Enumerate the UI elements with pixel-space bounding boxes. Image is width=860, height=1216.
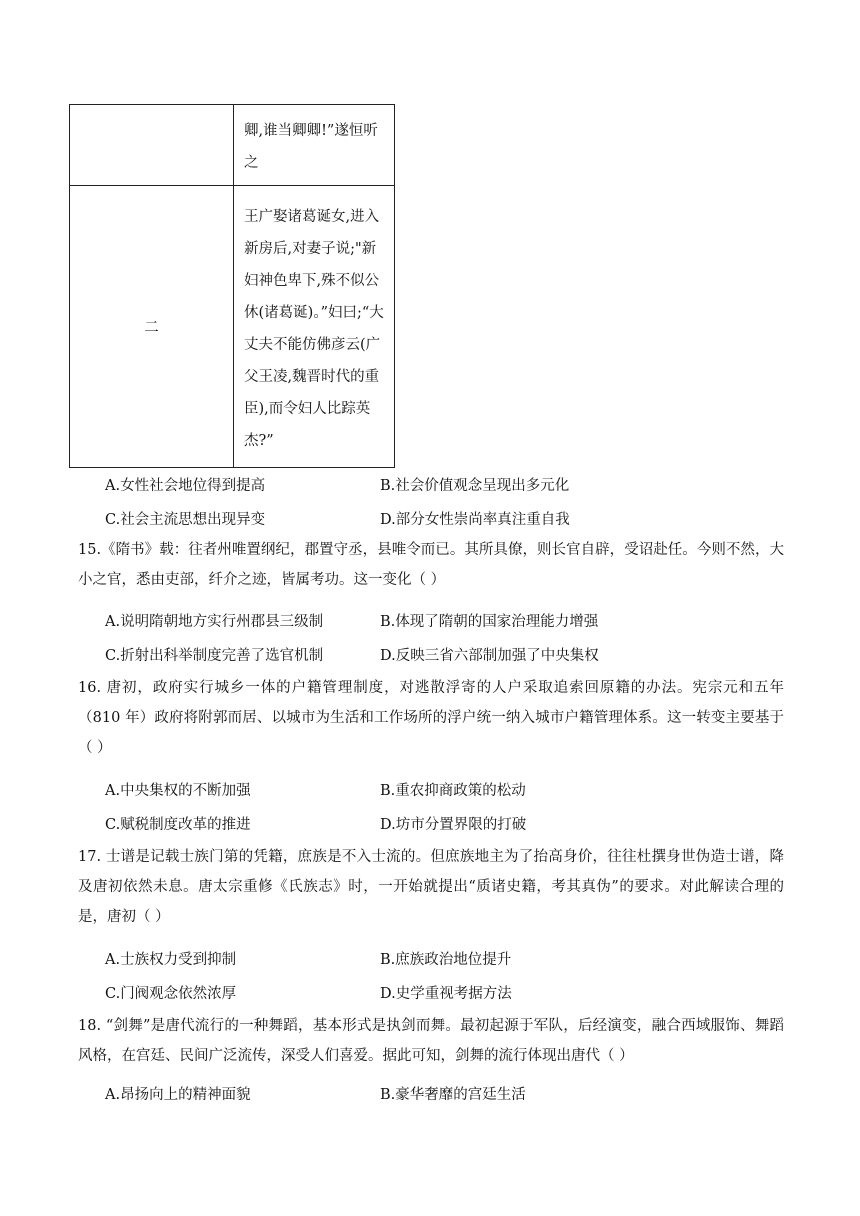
option-d[interactable] <box>380 644 599 665</box>
question-stem: 16. 唐初，政府实行城乡一体的户籍管理制度，对逃散浮寄的人户采取追索回原籍的办法。宪宗元和五年（810 年）政府将附郭而居、以城市为生活和工作场所的浮户统一纳入城市户籍管理体系。这一转变主要基于（ ） <box>78 680 784 756</box>
option-a[interactable] <box>105 779 251 800</box>
question-17 <box>78 842 784 932</box>
option-letter: A. <box>105 783 121 799</box>
option-text: 门阀观念依然浓厚 <box>120 986 237 1002</box>
option-text: 庶族政治地位提升 <box>395 952 512 968</box>
option-text: 说明隋朝地方实行州郡县三级制 <box>120 614 324 630</box>
option-letter: A. <box>105 478 121 494</box>
table-cell-text: 王广娶诸葛诞女,进入新房后,对妻子说;"新妇神色卑下,殊不似公休(诸葛诞)。”妇曰;“大丈夫不能仿佛彦云(广父王凌,魏晋时代的重臣),而令妇人比踪英杰?” <box>234 186 395 468</box>
option-a[interactable] <box>105 610 323 631</box>
option-text: 昂扬向上的精神面貌 <box>120 1087 251 1103</box>
option-letter: C. <box>105 986 121 1002</box>
option-b[interactable] <box>380 779 526 800</box>
option-b[interactable] <box>380 1083 526 1104</box>
table-row <box>70 186 395 468</box>
option-text: 反映三省六部制加强了中央集权 <box>395 648 599 664</box>
question-18 <box>78 1011 784 1071</box>
option-b[interactable] <box>380 474 569 495</box>
option-text: 豪华奢靡的宫廷生活 <box>395 1087 526 1103</box>
question-stem: 17. 士谱是记载士族门第的凭籍，庶族是不入士流的。但庶族地主为了抬高身价，往往杜撰身世伪造士谱，降及唐初依然未息。唐太宗重修《氏族志》时，一开始就提出“质诸史籍，考其真伪”的要求。对此解读合理的是，唐初（ ） <box>78 849 784 925</box>
option-text: 体现了隋朝的国家治理能力增强 <box>395 614 599 630</box>
option-letter: C. <box>105 512 121 528</box>
option-b[interactable] <box>380 610 598 631</box>
option-text: 士族权力受到抑制 <box>120 952 237 968</box>
option-letter: B. <box>380 783 396 799</box>
option-c[interactable] <box>105 982 236 1003</box>
option-b[interactable] <box>380 948 511 969</box>
option-letter: A. <box>105 952 121 968</box>
table-cell-index: 二 <box>70 186 234 468</box>
option-text: 赋税制度改革的推进 <box>120 817 251 833</box>
option-letter: B. <box>380 614 396 630</box>
question-16 <box>78 673 784 763</box>
option-text: 中央集权的不断加强 <box>120 783 251 799</box>
option-letter: C. <box>105 817 121 833</box>
table-row <box>70 105 395 186</box>
option-letter: A. <box>105 614 121 630</box>
source-table <box>69 104 395 468</box>
option-a[interactable] <box>105 1083 251 1104</box>
option-letter: B. <box>380 478 396 494</box>
option-d[interactable] <box>380 813 526 834</box>
table-cell-index <box>70 105 234 186</box>
option-text: 社会主流思想出现异变 <box>120 512 266 528</box>
option-letter: D. <box>380 817 396 833</box>
option-text: 部分女性崇尚率真注重自我 <box>395 512 570 528</box>
option-text: 女性社会地位得到提高 <box>120 478 266 494</box>
option-a[interactable] <box>105 474 265 495</box>
option-letter: D. <box>380 512 396 528</box>
option-d[interactable] <box>380 982 512 1003</box>
option-text: 史学重视考据方法 <box>395 986 512 1002</box>
option-a[interactable] <box>105 948 236 969</box>
option-text: 重农抑商政策的松动 <box>395 783 526 799</box>
option-d[interactable] <box>380 508 570 529</box>
option-text: 社会价值观念呈现出多元化 <box>395 478 570 494</box>
option-letter: C. <box>105 648 121 664</box>
question-15 <box>78 535 784 595</box>
table-cell-text: 卿,谁当卿卿!”遂恒听之 <box>234 105 395 186</box>
option-c[interactable] <box>105 644 323 665</box>
question-stem: 18. “剑舞”是唐代流行的一种舞蹈，基本形式是执剑而舞。最初起源于军队，后经演变，融合西域服饰、舞蹈风格，在宫廷、民间广泛流传，深受人们喜爱。据此可知，剑舞的流行体现出唐代（ ） <box>78 1018 784 1064</box>
question-stem: 15.《隋书》载：往者州唯置纲纪，郡置守丞，县唯令而已。其所具僚，则长官自辟，受诏赴任。今则不然，大小之官，悉由吏部，纤介之迹，皆属考功。这一变化（ ） <box>78 542 784 588</box>
option-letter: B. <box>380 952 396 968</box>
option-text: 坊市分置界限的打破 <box>395 817 527 833</box>
option-letter: D. <box>380 986 396 1002</box>
option-c[interactable] <box>105 508 265 529</box>
option-text: 折射出科举制度完善了选官机制 <box>120 648 324 664</box>
option-letter: B. <box>380 1087 396 1103</box>
option-c[interactable] <box>105 813 251 834</box>
option-letter: A. <box>105 1087 121 1103</box>
option-letter: D. <box>380 648 396 664</box>
